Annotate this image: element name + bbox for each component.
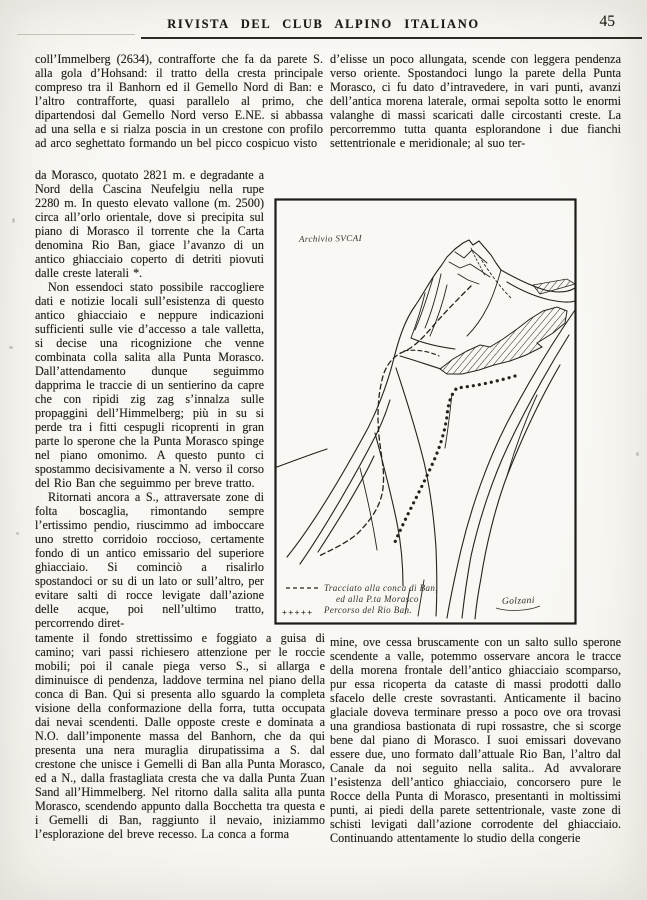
scan-speck — [9, 346, 13, 349]
scan-speck — [16, 532, 19, 535]
figure-archive-label: Archivio SVCAI — [298, 232, 363, 244]
paragraph: tamente il fondo strettissimo e foggiato a guisa di camino; vari passi richiesero attenzione per le roccie mobili; poi il canale piega verso S., si allarga e diminuisce di pendenza, laddove termina nel piano della conca di Ban. Qui si presenta allo sguardo la completa visione della conformazione della forra, tutta occupata dai nevai scendenti. Dalle opposte creste e dominata a N.O. dall’imponente massa del Banhorn, che da qui presenta una nera muraglia dirupatissima a S. dal crestone che unisce i Gemelli di Ban alla Punta Morasco, ed a N., dalla frastagliata cresta che va dalla Punta Zuan Sand all’Himmelberg. Nel ritorno dalla salita alla punta Morasco, scendendo appunto dalla Bocchetta tra questa e i Gemelli di Ban, raggiunto il nevaio, iniziammo l’esplorazione del breve recesso. La conca a forma — [35, 631, 325, 841]
page-number: 45 — [599, 13, 615, 30]
scan-speck — [636, 452, 639, 456]
paragraph: Non essendoci stato possibile raccogliere dati e notizie locali sull’esistenza di questo antico ghiacciaio e neppure indicazioni sufficienti sulle vie d’accesso a tale valletta, si decise una ricognizione che venne combinata colla salita alla Punta Morasco. Dall’attendamento dunque seguimmo dapprima le traccie di un sentierino da capre che con ripidi zig zag s’innalza sulle propaggini dell’Himmelberg; più in su si perde tra i fitti cespugli ricoprenti in gran parte lo sperone che la Punta Morasco spinge nel piano omonimo. A questo punto ci spostammo decisivamente a N. verso il corso del Rio Ban che seguimmo per breve tratto. — [35, 280, 264, 490]
hatched-moraine-area — [440, 307, 567, 374]
left-column-below-figure — [35, 631, 325, 841]
scan-speck — [12, 218, 15, 223]
signature-text: Golzani — [501, 595, 535, 607]
legend-crosses-symbol: +++++ — [282, 608, 314, 617]
figure-signature — [496, 596, 540, 611]
paragraph: mine, ove cessa bruscamente con un salto sullo sperone scendente a valle, potemmo osservare ancora le tracce della morena frontale dell’antico ghiacciaio scomparso, pur essa ricoperta da cataste di massi prodotti dallo sfacelo delle creste sovrastanti. Anticamente il bacino glaciale doveva terminare presso a poco ove ora trovasi una grandiosa bastionata di rupi rossastre, che si scorge bene dal piano di Morasco. I suoi emissari dovevano essere due, uno formato dall’attuale Rio Ban, l’altro dal Canale da noi seguito nella salita.. Ad avvalorare l’esistenza dell’antico ghiacciaio, concorsero pure le Rocce della Punta di Morasco, presentanti in moltissimi punti, ai piedi della parete settentrionale, vaste zone di schisti levigati dall’azione corrodente del ghiacciaio. Continuando attentamente lo studio della congerie — [330, 635, 621, 845]
legend-crosses-label: Percorso del Rio Ban. — [324, 605, 413, 615]
figure-legend — [282, 583, 438, 617]
right-column-top — [330, 52, 621, 150]
paragraph: da Morasco, quotato 2821 m. e degradante a Nord della Cascina Neufelgiu nella rupe 2280 m. In questo elevato vallone (m. 2500) circa all’orlo orientale, dove si precipita sul piano di Morasco il torrente che la Carta denomina Rio Ban, giace l’avanzo di un antico ghiacciaio coperto di detriti piovuti dalle creste laterali *. — [35, 168, 264, 280]
journal-title: RIVISTA DEL CLUB ALPINO ITALIANO — [167, 17, 480, 31]
paragraph: Ritornati ancora a S., attraversate zone di folta boscaglia, rimontando sempre l’ertissimo pendio, riuscimmo ad imboccare uno stretto corridoio roccioso, certamente fondo di un antico emissario del superiore ghiacciaio. Si cominciò a risalirlo spostandoci or su di un lato or sull’altro, per evitare salti di rocce levigate dall’azione delle acque, poi nell’ultimo tratto, percorrendo diret- — [35, 490, 264, 630]
legend-dashed-label-line2: ed alla P.ta Morasco — [336, 594, 419, 604]
dotted-route-rio-ban — [395, 376, 515, 542]
dashed-route-tracciato — [319, 248, 511, 556]
mountain-sketch-drawing — [274, 198, 577, 625]
mountain-linework — [277, 240, 575, 619]
right-column-below-figure — [330, 635, 621, 845]
left-column-beside-figure — [35, 168, 264, 630]
figure-border — [276, 200, 576, 624]
header-rule — [141, 37, 642, 39]
paragraph: coll’Immelberg (2634), contrafforte che fa da parete S. alla gola d’Hohsand: il tratto della cresta principale compreso tra il Banhorn ed il Gemello Nord di Ban: e l’altro contrafforte, quasi parallelo al primo, che dipartendosi dal Gemello Nord verso E.NE. si abbassa ad una sella e si rialza poscia in un crestone con profilo ad arco seghettato formando un bel picco cospicuo visto — [35, 52, 323, 150]
mountain-sketch-figure — [274, 198, 577, 625]
paragraph: d’elisse un poco allungata, scende con leggera pendenza verso oriente. Spostandoci lungo la parete della Punta Morasco, ci fu dato d’intravedere, in vari punti, avanzi dell’antica morena laterale, ormai sepolta sotto le enormi valanghe di massi scaricati dalle circostanti creste. La percorremmo tutta quanta esplorandone i due fianchi settentrionale e meridionale; al suo ter- — [330, 52, 621, 150]
header-rule-faint — [17, 34, 135, 35]
left-column-top — [35, 52, 323, 150]
legend-dashed-label-line1: Tracciato alla conca di Ban, — [324, 583, 438, 593]
